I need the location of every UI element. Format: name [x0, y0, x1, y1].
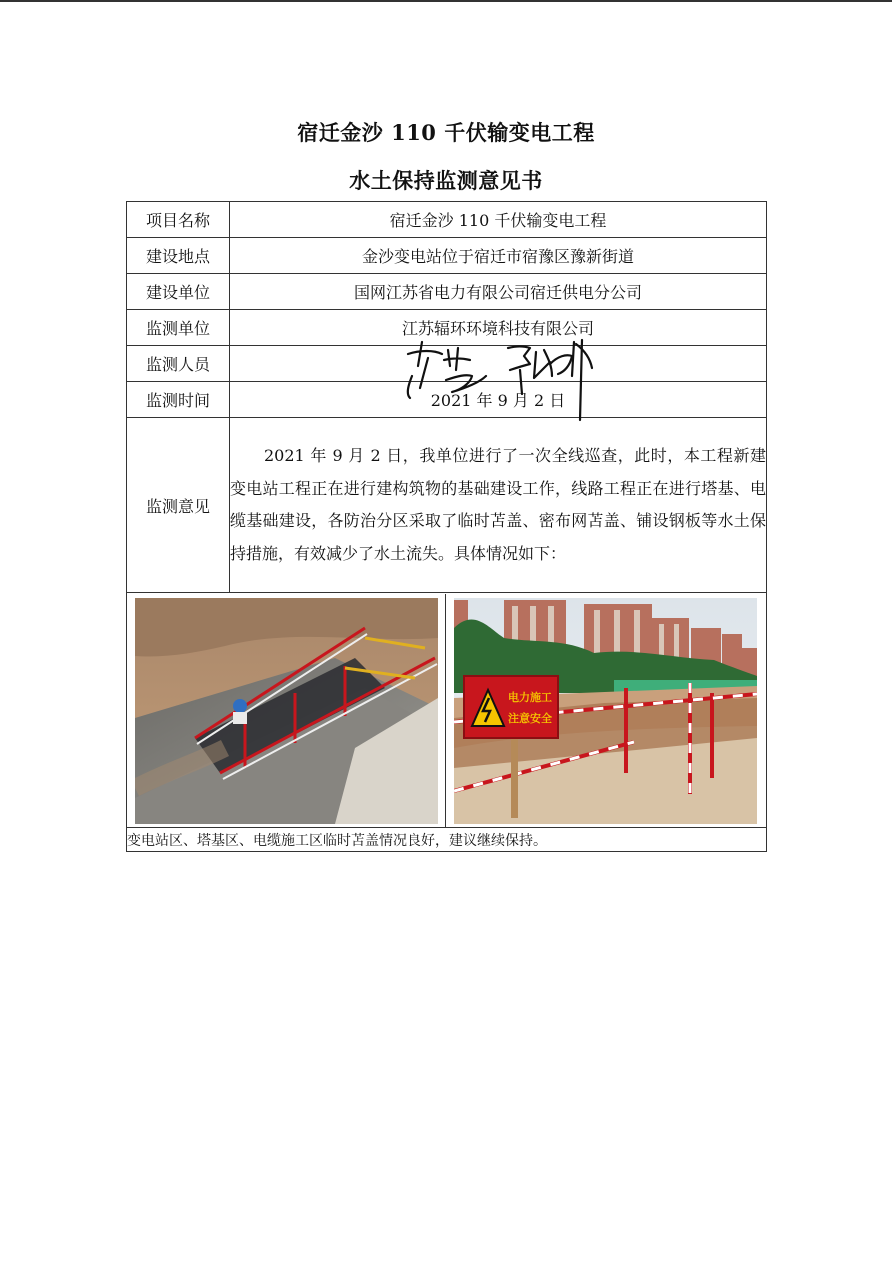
label-builder: 建设单位 [127, 274, 230, 310]
photo-caption: 变电站区、塔基区、电缆施工区临时苫盖情况良好，建议继续保持。 [127, 828, 767, 852]
value-monitor-unit: 江苏辐环环境科技有限公司 [230, 310, 767, 346]
label-location: 建设地点 [127, 238, 230, 274]
value-personnel [230, 346, 767, 382]
value-project-name: 宿迁金沙 110 千伏输变电工程 [230, 202, 767, 238]
form-row-personnel [127, 346, 767, 382]
form-row-opinion [127, 418, 767, 593]
document-title: 宿迁金沙 110 千伏输变电工程 [297, 120, 595, 145]
document-subtitle: 水土保持监测意见书 [349, 168, 543, 193]
value-location: 金沙变电站位于宿迁市宿豫区豫新街道 [230, 238, 767, 274]
label-opinion: 监测意见 [127, 418, 230, 593]
sign-text-line1: 电力施工 [508, 690, 552, 704]
form-row-photos [127, 593, 767, 828]
photo-substation-site [454, 598, 757, 824]
photo-divider [445, 594, 446, 827]
label-project-name: 项目名称 [127, 202, 230, 238]
photo-cell [127, 593, 767, 828]
top-border-line [0, 0, 892, 2]
photo-cable-trench [135, 598, 438, 824]
form-row-time [127, 382, 767, 418]
form-row-caption [127, 828, 767, 852]
label-time: 监测时间 [127, 382, 230, 418]
label-personnel: 监测人员 [127, 346, 230, 382]
label-monitor-unit: 监测单位 [127, 310, 230, 346]
form-row-location [127, 238, 767, 274]
value-time: 2021 年 9 月 2 日 [230, 382, 767, 418]
opinion-text-cell [230, 418, 767, 593]
form-row-builder [127, 274, 767, 310]
form-row-monitor-unit [127, 310, 767, 346]
value-builder: 国网江苏省电力有限公司宿迁供电分公司 [230, 274, 767, 310]
sign-text-line2: 注意安全 [508, 711, 552, 725]
opinion-text: 2021 年 9 月 2 日，我单位进行了一次全线巡查，此时，本工程新建变电站工程正在进行建构筑物的基础建设工作，线路工程正在进行塔基、电缆基础建设，各防治分区采取了临时苫盖、密布网苫盖、铺设钢板等水土保持措施，有效减少了水土流失。具体情况如下： [230, 446, 766, 563]
monitoring-form-table [126, 201, 767, 852]
form-row-project-name [127, 202, 767, 238]
